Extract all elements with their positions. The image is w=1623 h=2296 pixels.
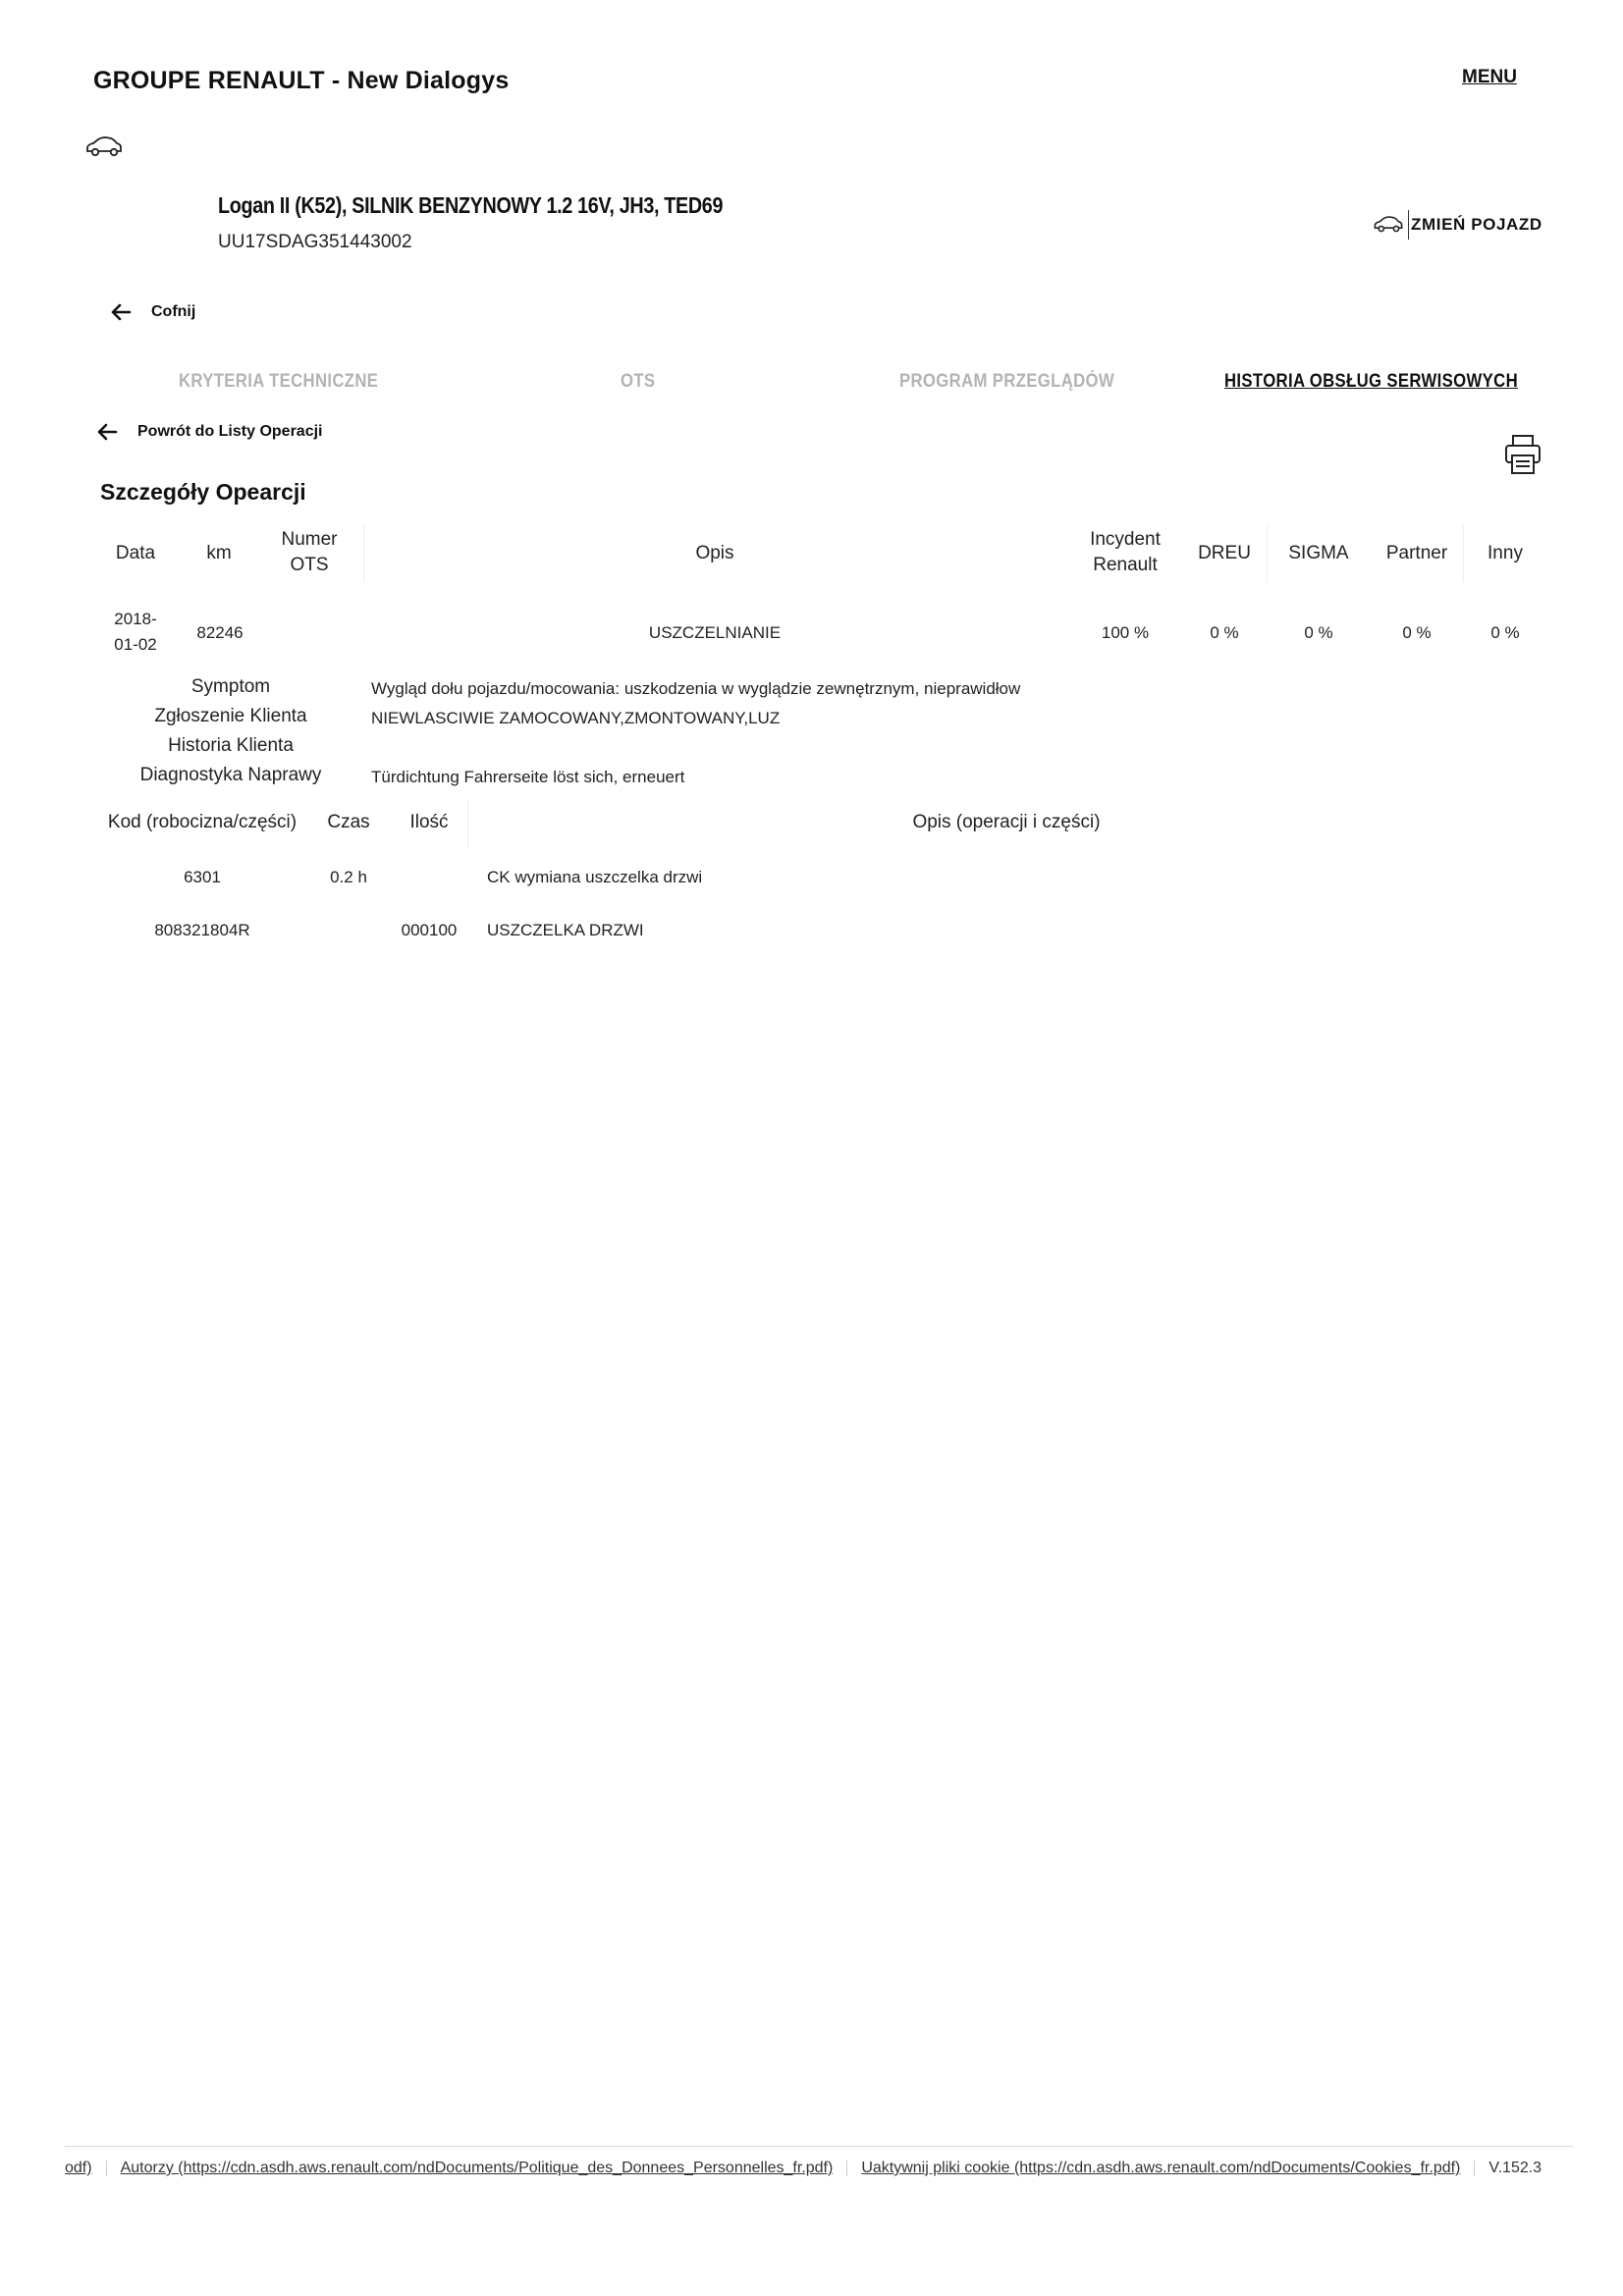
column-header-dreu: DREU xyxy=(1198,543,1251,563)
parts-row-2-ilosc: 000100 xyxy=(401,921,458,939)
parts-row-1-opis: CK wymiana uszczelka drzwi xyxy=(487,868,703,886)
vehicle-vin: UU17SDAG351443002 xyxy=(218,232,412,252)
tab-historia-obslug[interactable]: HISTORIA OBSŁUG SERWISOWYCH xyxy=(1224,371,1519,392)
tab-program-przegladow[interactable]: PROGRAM PRZEGLĄDÓW xyxy=(899,371,1115,392)
symptom-label: Symptom xyxy=(190,676,271,697)
vehicle-name: Logan II (K52), SILNIK BENZYNOWY 1.2 16V, JH3, TED69 xyxy=(218,192,724,218)
cell-data-line2: 01-02 xyxy=(114,635,157,654)
column-header-incydent-line2: Renault xyxy=(1093,555,1158,575)
back-label: Cofnij xyxy=(151,303,196,320)
cell-incydent: 100 % xyxy=(1101,623,1150,642)
column-header-ilosc: Ilość xyxy=(409,812,449,832)
footer-link-cookies[interactable]: Uaktywnij pliki cookie (https://cdn.asdh.aws.renault.com/ndDocuments/Cookies_fr.pdf) xyxy=(861,2160,1461,2176)
arrow-left-icon xyxy=(110,302,132,322)
column-header-numer-line1: Numer xyxy=(281,529,338,550)
divider xyxy=(1408,210,1409,240)
section-title: Szczegóły Opearcji xyxy=(100,479,306,505)
column-divider xyxy=(1463,525,1464,582)
footer-separator xyxy=(106,2161,107,2176)
column-header-opis-czesci: Opis (operacji i części) xyxy=(912,812,1101,832)
diagnostyka-label: Diagnostyka Naprawy xyxy=(139,765,322,785)
column-header-inny: Inny xyxy=(1488,543,1523,563)
column-divider xyxy=(363,525,364,582)
cell-sigma: 0 % xyxy=(1304,623,1333,642)
cell-partner: 0 % xyxy=(1402,623,1432,642)
footer-divider xyxy=(65,2146,1573,2147)
column-header-czas: Czas xyxy=(327,812,370,832)
zgloszenie-value: NIEWLASCIWIE ZAMOCOWANY,ZMONTOWANY,LUZ xyxy=(371,709,781,727)
column-header-incydent-renault xyxy=(1076,527,1174,578)
footer-link-authors[interactable]: Autorzy (https://cdn.asdh.aws.renault.com/ndDocuments/Politique_des_Donnees_Personnelles_fr.pdf) xyxy=(120,2160,834,2176)
column-header-km: km xyxy=(206,543,232,563)
footer-version: V.152.3 xyxy=(1488,2160,1542,2176)
column-header-kod: Kod (robocizna/części) xyxy=(107,812,298,832)
cell-opis: USZCZELNIANIE xyxy=(648,623,782,642)
footer-separator xyxy=(1474,2161,1475,2176)
diagnostyka-value: Türdichtung Fahrerseite löst sich, erneuert xyxy=(371,768,685,786)
parts-row-1-kod: 6301 xyxy=(184,868,221,886)
symptom-value: Wygląd dołu pojazdu/mocowania: uszkodzenia w wyglądzie zewnętrznym, nieprawidłow xyxy=(371,679,1021,698)
column-divider xyxy=(467,799,468,848)
tab-kryteria-techniczne[interactable]: KRYTERIA TECHNICZNE xyxy=(179,371,379,392)
menu-link[interactable]: MENU xyxy=(1462,67,1517,87)
change-vehicle-button[interactable] xyxy=(1373,210,1542,240)
print-icon[interactable] xyxy=(1504,434,1542,475)
car-icon xyxy=(1373,215,1404,235)
back-to-list-button[interactable] xyxy=(96,422,322,442)
cell-data-line1: 2018- xyxy=(114,610,157,628)
footer xyxy=(65,2160,1542,2177)
parts-row-2-opis: USZCZELKA DRZWI xyxy=(487,921,644,939)
car-icon xyxy=(84,135,124,159)
historia-label: Historia Klienta xyxy=(168,735,294,756)
column-header-numer-ots xyxy=(265,527,353,578)
column-header-data: Data xyxy=(115,543,156,563)
column-header-partner: Partner xyxy=(1385,543,1448,563)
app-title: GROUPE RENAULT - New Dialogys xyxy=(93,67,510,94)
back-button[interactable] xyxy=(110,302,195,322)
zgloszenie-label: Zgłoszenie Klienta xyxy=(154,706,307,726)
footer-link-truncated[interactable]: odf) xyxy=(65,2160,92,2176)
cell-dreu: 0 % xyxy=(1210,623,1239,642)
footer-separator xyxy=(846,2161,847,2176)
change-vehicle-label: ZMIEŃ POJAZD xyxy=(1411,215,1542,234)
tab-ots[interactable]: OTS xyxy=(621,371,656,392)
parts-row-2-kod: 808321804R xyxy=(154,921,250,939)
column-header-opis: Opis xyxy=(695,543,734,563)
cell-km: 82246 xyxy=(196,623,243,642)
back-to-list-label: Powrót do Listy Operacji xyxy=(137,423,323,440)
column-header-incydent-line1: Incydent xyxy=(1090,529,1161,550)
column-divider xyxy=(1267,525,1268,582)
cell-inny: 0 % xyxy=(1490,623,1520,642)
parts-row-1-czas: 0.2 h xyxy=(330,868,367,886)
column-header-numer-line2: OTS xyxy=(290,555,329,575)
cell-data xyxy=(106,607,165,658)
arrow-left-icon xyxy=(96,422,118,442)
column-header-sigma: SIGMA xyxy=(1288,543,1349,563)
